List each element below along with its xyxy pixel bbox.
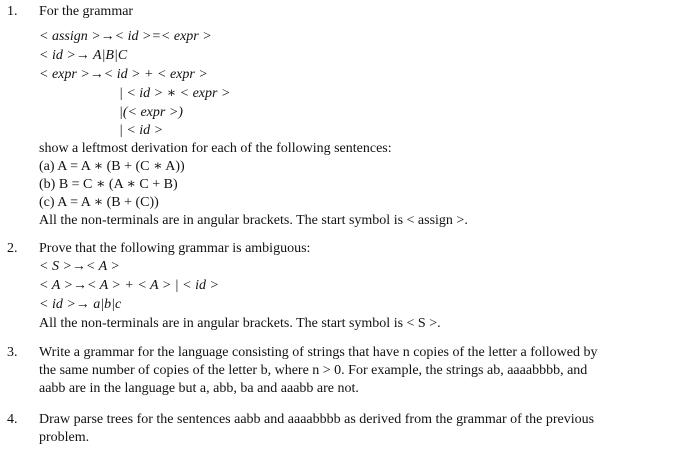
problem-3-number: 3. [7,345,18,360]
problem-4-line-1: Draw parse trees for the sentences aabb and aaaabbbb as derived from the grammar of the previous [39,412,595,427]
problem-3-line-2: the same number of copies of the letter b, where n > 0. For example, the strings ab, aaaabbbb, and [39,363,588,378]
grammar-1-rule-4: | < id > ∗ < expr > [119,86,231,101]
problem-2-note: All the non-terminals are in angular brackets. The start symbol is < S >. [39,316,441,331]
problem-1-sentence-b: (b) B = C ∗ (A ∗ C + B) [39,177,178,192]
grammar-2-rule-1: < S >→< A > [39,259,120,274]
problem-1-number: 1. [7,4,18,19]
problem-1-instruction: show a leftmost derivation for each of the following sentences: [39,141,392,156]
grammar-1-rule-2: < id >→ A|B|C [39,48,128,63]
problem-4-number: 4. [7,412,18,427]
problem-3-line-1: Write a grammar for the language consisting of strings that have n copies of the letter a followed by [39,345,598,360]
problem-4-line-2: problem. [39,430,90,445]
problem-2-intro: Prove that the following grammar is ambiguous: [39,241,311,256]
grammar-1-rule-3: < expr >→< id > + < expr > [39,67,208,82]
grammar-1-rule-6: | < id > [119,123,164,138]
grammar-2-rule-2: < A >→< A > + < A > | < id > [39,278,219,293]
grammar-1-rule-5: |(< expr >) [119,105,183,120]
problem-1-intro: For the grammar [39,4,134,19]
problem-1-note: All the non-terminals are in angular brackets. The start symbol is < assign >. [39,213,468,228]
grammar-1-rule-1: < assign >→< id >=< expr > [39,29,212,44]
problem-3-line-3: aabb are in the language but a, abb, ba and aaabb are not. [39,381,359,396]
problem-2-number: 2. [7,241,18,256]
problem-1-sentence-a: (a) A = A ∗ (B + (C ∗ A)) [39,159,185,174]
grammar-2-rule-3: < id >→ a|b|c [39,297,122,312]
problem-1-sentence-c: (c) A = A ∗ (B + (C)) [39,195,159,210]
